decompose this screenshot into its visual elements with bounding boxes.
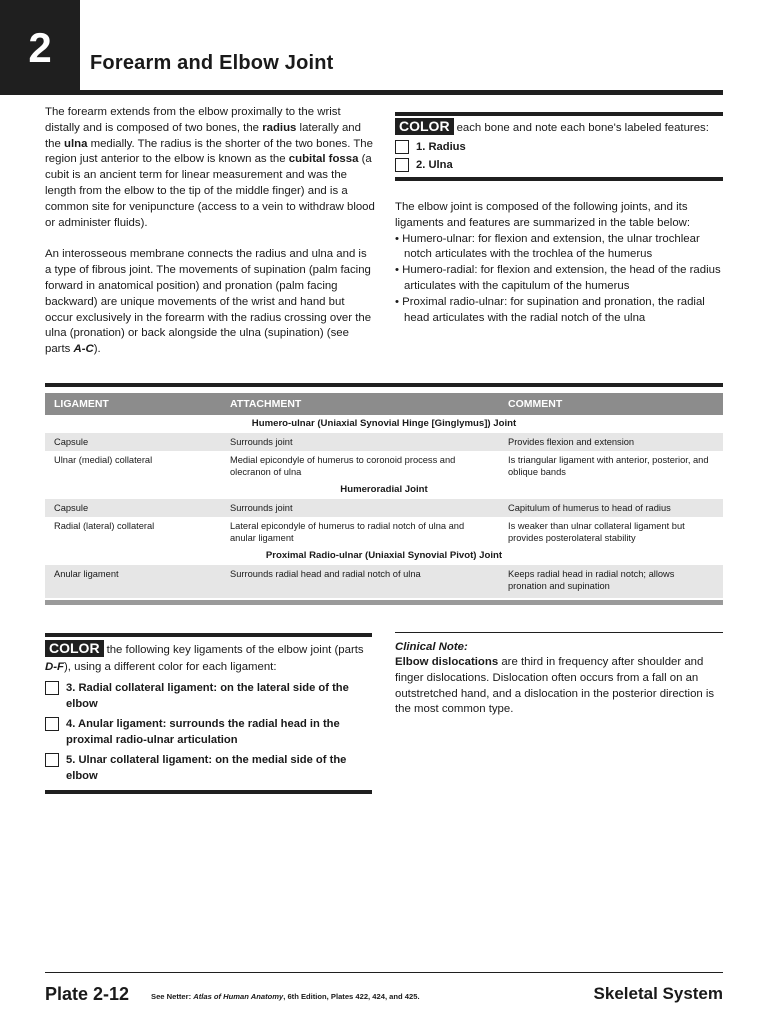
group-title: Humero-ulnar (Uniaxial Synovial Hinge [Ginglymus]) Joint <box>251 418 517 429</box>
color-instructions-bones <box>395 112 723 181</box>
attachment-cell: Surrounds radial head and radial notch of ulna <box>221 565 499 598</box>
intro-paragraph-1: The forearm extends from the elbow proximally to the wrist distally and is composed of two bones, the radius laterally and the ulna medially. The radius is the shorter of the two bones. The region just anterior to the elbow is known as the cubital fossa (a cubit is an ancient term for linear measurement and was the length from the elbow to the tip of the middle finger) and is a common site for venipuncture (access to a vein to withdraw blood or administer fluids). <box>45 106 375 229</box>
plate-number: Plate 2-12 <box>45 984 130 1004</box>
checklist-item-label: 2. Ulna <box>416 159 453 171</box>
ligament-table <box>45 393 723 598</box>
color-checkbox <box>395 158 409 172</box>
parts-reference: D-F <box>45 661 64 673</box>
group-title: Proximal Radio-ulnar (Uniaxial Synovial Pivot) Joint <box>265 550 503 561</box>
chapter-number: 2 <box>0 0 80 95</box>
intro-text <box>45 105 375 358</box>
column-header-comment: COMMENT <box>499 393 723 415</box>
attachment-cell: Lateral epicondyle of humerus to radial notch of ulna and anular ligament <box>230 521 465 543</box>
color-box-bottom-rule <box>45 790 372 794</box>
table-row <box>45 517 723 547</box>
checklist-item-ulnar-collateral <box>45 752 372 784</box>
table-bottom-rule <box>45 600 723 605</box>
table-top-rule <box>45 383 723 387</box>
comment-cell: Keeps radial head in radial notch; allows pronation and supination <box>499 565 723 598</box>
table-group-row <box>45 415 723 433</box>
ligament-cell: Radial (lateral) collateral <box>54 521 155 531</box>
ligament-cell: Capsule <box>45 499 221 517</box>
group-title: Humeroradial Joint <box>340 484 428 495</box>
table-row <box>45 433 723 451</box>
checklist-item-radial-collateral <box>45 680 372 712</box>
table-header-row <box>45 393 723 415</box>
attachment-cell: Surrounds joint <box>221 433 499 451</box>
table-group-row <box>45 481 723 499</box>
joints-intro: The elbow joint is composed of the following joints, and its ligaments and features are summarized in the table below: <box>395 201 691 229</box>
section-name: Skeletal System <box>593 984 723 1003</box>
table-row <box>45 499 723 517</box>
joint-bullet: • Proximal radio-ulnar: for supination and pronation, the radial head articulates with the radial notch of the ulna <box>395 295 705 324</box>
color-tag: COLOR <box>45 640 104 657</box>
footer-rule <box>45 972 723 973</box>
page-title: Forearm and Elbow Joint <box>90 52 334 74</box>
joint-bullet: • Humero-ulnar: for flexion and extension, the ulnar trochlear notch articulates with the trochlea of the humerus <box>395 232 700 261</box>
color-instructions-ligaments: COLOR the following key ligaments of the elbow joint (parts D-F), using a different color for each ligament: 3. Radial collateral ligament: on the lateral side of the elbow 4. Anular ligament: surrounds the radial head in the proximal radio-ulnar articulation 5. Ulnar collateral ligament: on the medial side of the elbow <box>45 633 372 794</box>
clinical-note <box>395 632 723 718</box>
checklist-item-label: 3. Radial collateral ligament: on the lateral side of the elbow <box>66 682 349 710</box>
checklist-item-ulna <box>395 157 723 173</box>
joints-list <box>395 232 725 327</box>
netter-reference: See Netter: Atlas of Human Anatomy, 6th Edition, Plates 422, 424, and 425. <box>151 992 420 1001</box>
color-checkbox <box>45 753 59 767</box>
attachment-cell: Medial epicondyle of humerus to coronoid process and olecranon of ulna <box>230 455 456 477</box>
table-row <box>45 451 723 481</box>
column-header-attachment: ATTACHMENT <box>221 393 499 415</box>
checklist-item-anular <box>45 716 372 748</box>
joint-bullet: • Humero-radial: for flexion and extension, the head of the radius articulates with the capitulum of the humerus <box>395 264 721 292</box>
clinical-note-text: Elbow dislocations are third in frequency after shoulder and finger dislocations. Dislocation often occurs from a fall on an outstretched hand, and a dislocation in the posterior direction is the most common type. <box>395 656 715 716</box>
intro-paragraph-2: An interosseous membrane connects the radius and ulna and is a type of fibrous joint. The movements of supination (palm facing forward in anatomical position) and pronation (palm facing backward) are unique movements of the wrist and hand but occur exclusively in the forearm with the radius crossing over the ulna (pronation) or back alongside the ulna (supination) (see parts A-C). <box>45 248 372 356</box>
checklist-item-label: 5. Ulnar collateral ligament: on the medial side of the elbow <box>66 754 347 782</box>
clinical-note-title: Clinical Note: <box>395 641 468 653</box>
color-box-bottom-rule <box>395 177 723 181</box>
comment-cell: Is triangular ligament with anterior, posterior, and oblique bands <box>508 455 709 477</box>
color-checkbox <box>45 717 59 731</box>
table-row <box>45 565 723 598</box>
checklist-item-label: 4. Anular ligament: surrounds the radial head in the proximal radio-ulnar articulation <box>66 718 340 746</box>
comment-cell: Is weaker than ulnar collateral ligament but provides posterolateral stability <box>508 521 685 543</box>
color-instruction-text: each bone and note each bone's labeled features: <box>456 122 709 134</box>
ligament-cell: Ulnar (medial) collateral <box>54 455 153 465</box>
ligament-cell: Capsule <box>45 433 221 451</box>
elbow-joints-description <box>395 200 725 326</box>
color-checkbox <box>395 140 409 154</box>
color-checkbox <box>45 681 59 695</box>
attachment-cell: Surrounds joint <box>221 499 499 517</box>
checklist-item-radius <box>395 139 723 155</box>
ligament-cell: Anular ligament <box>45 565 221 598</box>
comment-cell: Capitulum of humerus to head of radius <box>499 499 723 517</box>
color-tag: COLOR <box>395 118 454 135</box>
header-rule <box>80 90 723 95</box>
column-header-ligament: LIGAMENT <box>45 393 221 415</box>
comment-cell: Provides flexion and extension <box>499 433 723 451</box>
table-group-row <box>45 547 723 565</box>
checklist-item-label: 1. Radius <box>416 141 466 153</box>
